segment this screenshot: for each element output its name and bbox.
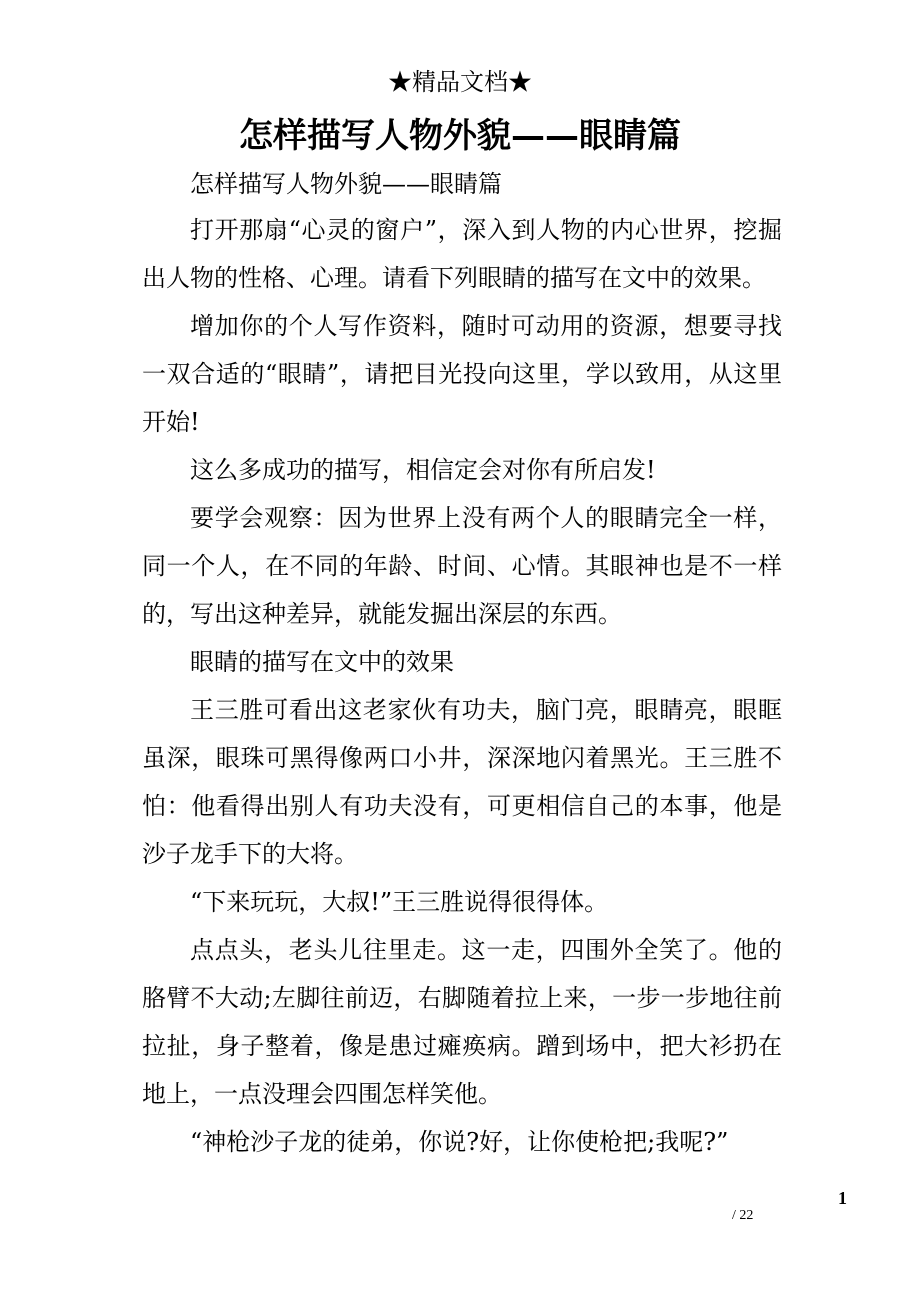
- paragraph: 打开那扇“心灵的窗户”，深入到人物的内心世界，挖掘出人物的性格、心理。请看下列眼睛的描写在文中的效果。: [142, 216, 782, 292]
- paragraph: “神枪沙子龙的徒弟，你说?好，让你使枪把;我呢?”: [190, 1128, 729, 1156]
- page-total: / 22: [732, 1208, 754, 1223]
- paragraph: 增加你的个人写作资料，随时可动用的资源，想要寻找一双合适的“眼睛”，请把目光投向这里，学以致用，从这里开始!: [142, 312, 782, 436]
- paragraph: 王三胜可看出这老家伙有功夫，脑门亮，眼睛亮，眼眶虽深，眼珠可黑得像两口小井，深深地闪着黑光。王三胜不怕：他看得出别人有功夫没有，可更相信自己的本事，他是沙子龙手下的大将。: [142, 696, 782, 868]
- paragraph: 这么多成功的描写，相信定会对你有所启发!: [190, 456, 656, 484]
- document-header: ★精品文档★: [388, 68, 532, 96]
- page-number: 1: [838, 1188, 847, 1208]
- paragraph: 点点头，老头儿往里走。这一走，四围外全笑了。他的胳臂不大动;左脚往前迈，右脚随着拉上来，一步一步地往前拉扯，身子整着，像是患过瘫痪病。蹭到场中，把大衫扔在地上，一点没理会四围怎样笑他。: [142, 936, 782, 1108]
- paragraph: “下来玩玩，大叔!”王三胜说得很得体。: [190, 888, 609, 916]
- paragraph: 眼睛的描写在文中的效果: [190, 648, 454, 676]
- document-body: [142, 162, 782, 1166]
- document-title: 怎样描写人物外貌——眼睛篇: [239, 116, 681, 156]
- paragraph: 怎样描写人物外貌——眼睛篇: [190, 170, 502, 198]
- paragraph: 要学会观察：因为世界上没有两个人的眼睛完全一样，同一个人，在不同的年龄、时间、心情。其眼神也是不一样的，写出这种差异，就能发掘出深层的东西。: [142, 504, 782, 628]
